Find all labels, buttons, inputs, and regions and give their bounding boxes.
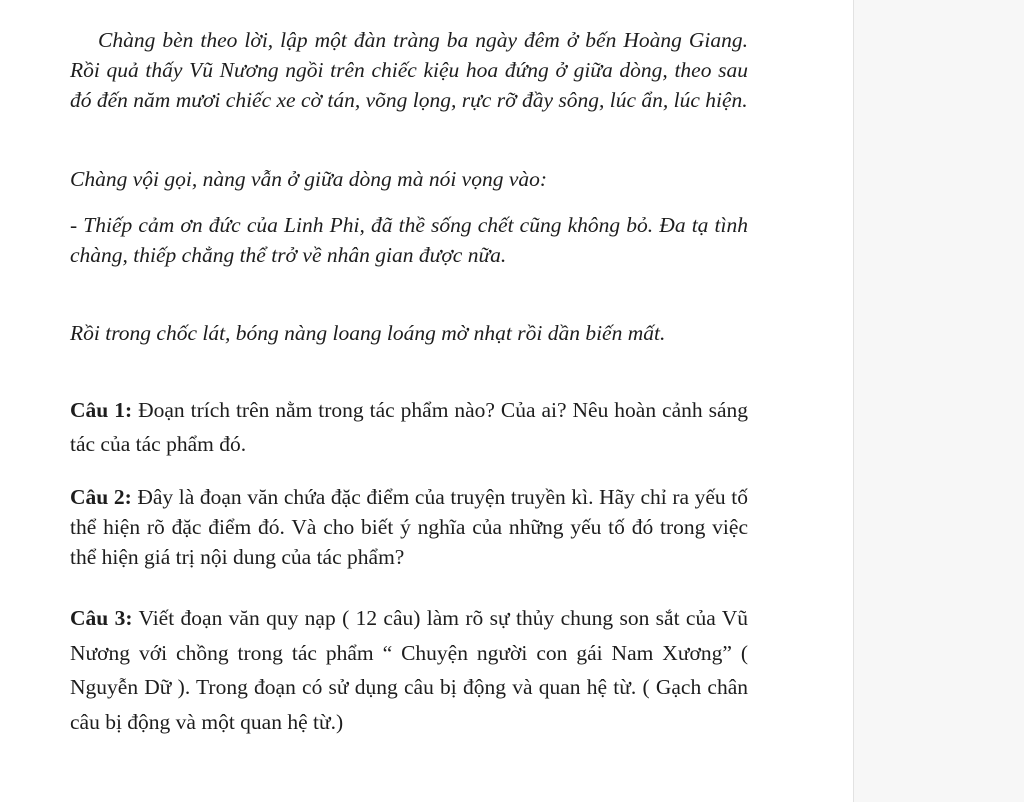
question-1-text: Đoạn trích trên nằm trong tác phẩm nào? Của ai? Nêu hoàn cảnh sáng tác của tác phẩm đó. (70, 398, 748, 456)
page-background-gutter (854, 0, 1024, 802)
question-1-label: Câu 1: (70, 398, 133, 422)
question-1 (70, 393, 748, 461)
question-2-text: Đây là đoạn văn chứa đặc điểm của truyện truyền kì. Hãy chỉ ra yếu tố thể hiện rõ đặc điểm đó. Và cho biết ý nghĩa của những yếu tố đó trong việc thể hiện giá trị nội dung của tác phẩm? (70, 485, 748, 569)
passage-paragraph-2: Chàng vội gọi, nàng vẫn ở giữa dòng mà nói vọng vào: (70, 167, 548, 191)
passage-paragraph-3: - Thiếp cảm ơn đức của Linh Phi, đã thề sống chết cũng không bỏ. Đa tạ tình chàng, thiếp chẳng thể trở về nhân gian được nữa. (70, 213, 748, 267)
passage-paragraph-1: Chàng bèn theo lời, lập một đàn tràng ba ngày đêm ở bến Hoàng Giang. Rồi quả thấy Vũ Nương ngồi trên chiếc kiệu hoa đứng ở giữa dòng, theo sau đó đến năm mươi chiếc xe cờ tán, võng lọng, rực rỡ đầy sông, lúc ẩn, lúc hiện. (70, 28, 748, 112)
question-3-label: Câu 3: (70, 606, 133, 630)
question-2 (70, 482, 748, 572)
question-2-label: Câu 2: (70, 485, 132, 509)
question-3-text: Viết đoạn văn quy nạp ( 12 câu) làm rõ sự thủy chung son sắt của Vũ Nương với chồng trong tác phẩm “ Chuyện người con gái Nam Xương” ( Nguyễn Dữ ). Trong đoạn có sử dụng câu bị động và quan hệ từ. ( Gạch chân câu bị động và một quan hệ từ.) (70, 606, 748, 734)
passage-paragraph-4: Rồi trong chốc lát, bóng nàng loang loáng mờ nhạt rồi dần biến mất. (70, 321, 666, 345)
question-3 (70, 601, 748, 739)
